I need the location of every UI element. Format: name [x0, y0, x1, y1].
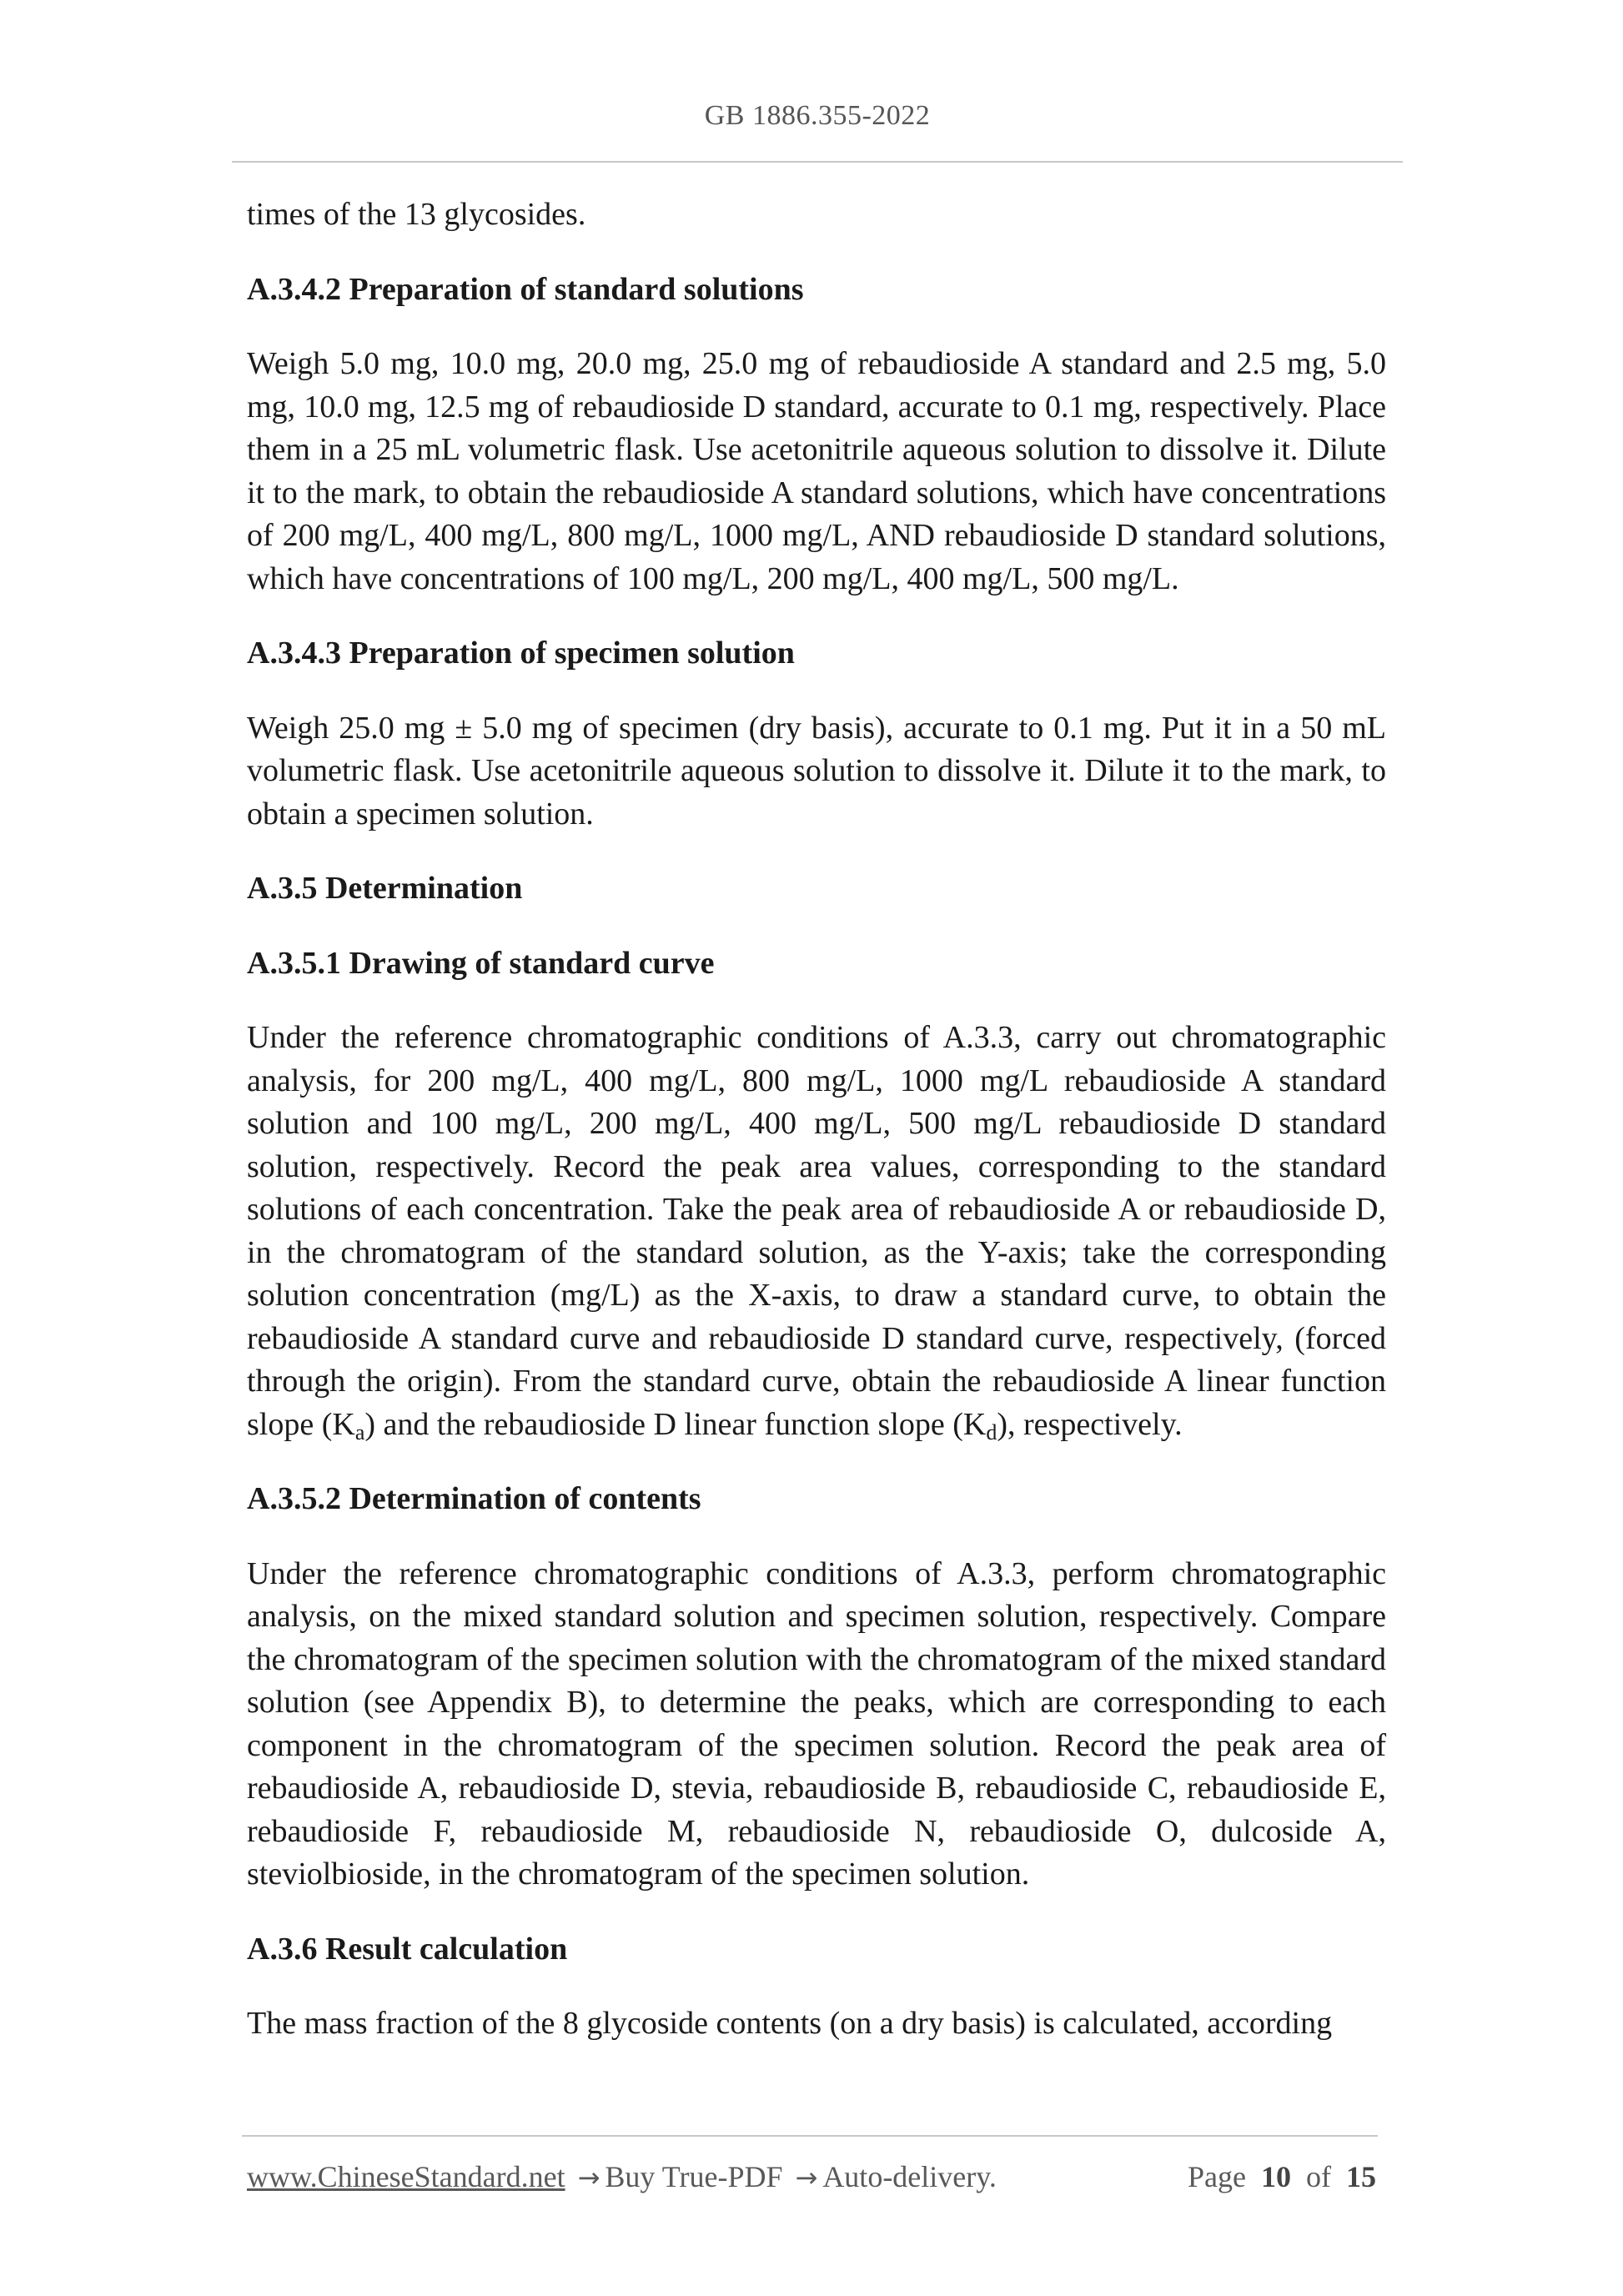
section-heading-a343: A.3.4.3 Preparation of specimen solution	[247, 636, 795, 671]
subscript-a: a	[354, 1419, 365, 1444]
buy-link[interactable]: Buy True-PDF	[605, 2160, 783, 2193]
paragraph-a351-end: ), respectively.	[997, 1406, 1183, 1442]
section-heading-a342: A.3.4.2 Preparation of standard solutions	[247, 271, 804, 307]
page-total: 15	[1346, 2160, 1376, 2193]
page-current: 10	[1261, 2160, 1291, 2193]
paragraph-a351-main: Under the reference chromatographic conditions of A.3.3, carry out chromatographic analysis, for 200 mg/L, 400 mg/L, 800 mg/L, 1000 mg/L rebaudioside A standard solution and 100 mg/L, 200 mg/L, 400 mg/L, 500 mg/L rebaudioside D standard solution, respectively. Record the peak area values, corresponding to the standard solutions of each concentration. Take the peak area of rebaudioside A or rebaudioside D, in the chromatogram of the standard solution, as the Y-axis; take the corresponding solution concentration (mg/L) as the X-axis, to draw a standard curve, to obtain the rebaudioside A standard curve and rebaudioside D standard curve, respectively, (forced through the origin). From the standard curve, obtain the rebaudioside A linear function slope (K	[247, 1020, 1386, 1442]
footer-divider	[242, 2135, 1378, 2137]
page-number	[1188, 2159, 1376, 2194]
paragraph-a351	[247, 1017, 1386, 1446]
paragraph-a352: Under the reference chromatographic conditions of A.3.3, perform chromatographic analysis, on the mixed standard solution and specimen solution, respectively. Compare the chromatogram of the specimen solution with the chromatogram of the mixed standard solution (see Appendix B), to determine the peaks, which are corresponding to each component in the chromatogram of the specimen solution. Record the peak area of rebaudioside A, rebaudioside D, stevia, rebaudioside B, rebaudioside C, rebaudioside E, rebaudioside F, rebaudioside M, rebaudioside N, rebaudioside O, dulcoside A, steviolbioside, in the chromatogram of the specimen solution.	[247, 1555, 1386, 1892]
header-divider	[232, 161, 1403, 163]
arrow-right-icon: →	[795, 2162, 818, 2193]
paragraph-a36: The mass fraction of the 8 glycoside contents (on a dry basis) is calculated, according	[247, 2006, 1333, 2041]
paragraph-a351-mid: ) and the rebaudioside D linear function slope (K	[364, 1406, 987, 1442]
delivery-text: Auto-delivery.	[822, 2160, 997, 2193]
section-heading-a35: A.3.5 Determination	[247, 871, 523, 906]
site-link[interactable]: www.ChineseStandard.net	[247, 2160, 565, 2193]
continuation-paragraph: times of the 13 glycosides.	[247, 197, 586, 232]
subscript-d: d	[986, 1419, 997, 1444]
arrow-right-icon: →	[577, 2162, 600, 2193]
section-heading-a36: A.3.6 Result calculation	[247, 1931, 568, 1967]
paragraph-a343: Weigh 25.0 mg ± 5.0 mg of specimen (dry basis), accurate to 0.1 mg. Put it in a 50 mL volumetric flask. Use acetonitrile aqueous solution to dissolve it. Dilute it to the mark, to obtain a specimen solution.	[247, 710, 1386, 831]
page-of: of	[1306, 2160, 1331, 2193]
footer-promo	[247, 2159, 997, 2194]
page-label: Page	[1188, 2160, 1246, 2193]
section-heading-a352: A.3.5.2 Determination of contents	[247, 1481, 701, 1516]
section-heading-a351: A.3.5.1 Drawing of standard curve	[247, 945, 715, 981]
document-body	[247, 193, 1386, 2077]
running-header: GB 1886.355-2022	[704, 100, 931, 131]
paragraph-a342: Weigh 5.0 mg, 10.0 mg, 20.0 mg, 25.0 mg of rebaudioside A standard and 2.5 mg, 5.0 mg, 10.0 mg, 12.5 mg of rebaudioside D standard, accurate to 0.1 mg, respectively. Place them in a 25 mL volumetric flask. Use acetonitrile aqueous solution to dissolve it. Dilute it to the mark, to obtain the rebaudioside A standard solutions, which have concentrations of 200 mg/L, 400 mg/L, 800 mg/L, 1000 mg/L, AND rebaudioside D standard solutions, which have concentrations of 100 mg/L, 200 mg/L, 400 mg/L, 500 mg/L.	[247, 346, 1386, 596]
